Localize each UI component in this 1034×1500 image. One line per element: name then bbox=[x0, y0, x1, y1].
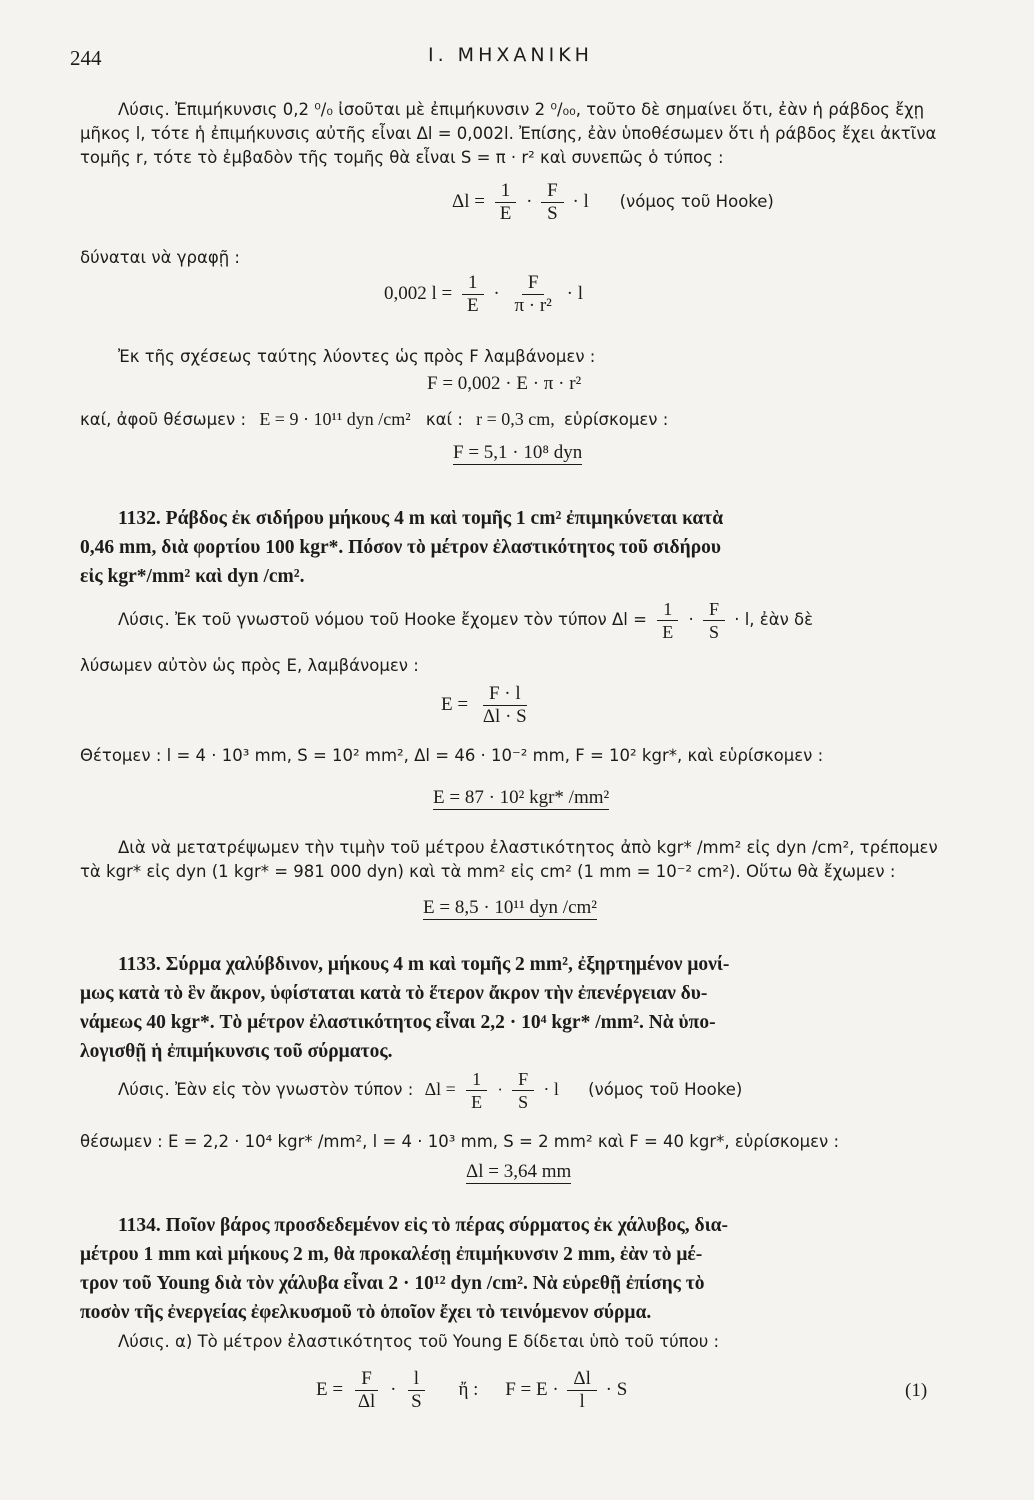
solution-line: τομῆς r, τότε τὸ ἐμβαδὸν τῆς τομῆς θὰ εἶναι S = π · r² καὶ συνεπῶς ὁ τύπος : bbox=[80, 148, 724, 167]
result: E = 87 · 10² kgr* /mm² bbox=[433, 787, 610, 808]
problem-statement: 0,46 mm, διὰ φορτίου 100 kgr*. Πόσον τὸ μέτρον ἐλαστικότητος τοῦ σιδήρου bbox=[80, 537, 722, 558]
solution-line: Διὰ νὰ μετατρέψωμεν τὴν τιμὴν τοῦ μέτρου ἐλαστικότητος ἀπὸ kgr* /mm² εἰς dyn /cm², τρέπομεν bbox=[118, 838, 938, 857]
solution-line: μῆκος l, τότε ἡ ἐπιμήκυνσις αὐτῆς εἶναι Δl = 0,002l. Ἐπίσης, ἐὰν ὑποθέσωμεν ὅτι ἡ ράβδος ἔχει ἀκτῖνα bbox=[80, 124, 937, 143]
problem-statement: 1133. Σύρμα χαλύβδινον, μήκους 4 m καὶ τομῆς 2 mm², ἐξηρτημένον μονί- bbox=[118, 954, 730, 975]
problem-statement: μως κατὰ τὸ ἓν ἄκρον, ὑφίσταται κατὰ τὸ ἕτερον ἄκρον τὴν ἐπενέργειαν δυ- bbox=[80, 983, 708, 1004]
hooke-equation: Δl = $\frac{1}{E}$ · $\frac{F}{S}$ · l (νόμος τοῦ Hooke) bbox=[452, 180, 774, 224]
equation-label: (1) bbox=[905, 1380, 928, 1401]
result: Δl = 3,64 mm bbox=[466, 1161, 572, 1182]
page-number: 244 bbox=[70, 46, 102, 70]
problem-statement: τρον τοῦ Young διὰ τὸν χάλυβα εἶναι 2 · 10¹² dyn /cm². Νὰ εὑρεθῇ ἐπίσης τὸ bbox=[80, 1273, 705, 1294]
text-line: Ἐκ τῆς σχέσεως ταύτης λύοντες ὡς πρὸς F λαμβάνομεν : bbox=[118, 347, 596, 366]
equation: E = $\frac{F \cdot l}{\Delta l \cdot S}$ bbox=[441, 683, 527, 727]
solution-line: Λύσις. Ἐπιμήκυνσις 0,2 ⁰/₀ ἰσοῦται μὲ ἐπιμήκυνσιν 2 ⁰/₀₀, τοῦτο δὲ σημαίνει ὅτι, ἐὰν ἡ ράβδος ἔχῃ bbox=[118, 100, 925, 119]
problem-statement: 1134. Ποῖον βάρος προσδεδεμένον εἰς τὸ πέρας σύρματος ἐκ χάλυβος, δια- bbox=[118, 1215, 729, 1236]
equation: 0,002 l = $\frac{1}{E}$ · $\frac{F}{\text{π · r²}}$ · l bbox=[384, 272, 583, 316]
young-modulus-equation: E = $\frac{F}{\Delta l}$ · $\frac{l}{S}$ ἤ : F = E · $\frac{\Delta l}{l}$ · S bbox=[316, 1368, 628, 1412]
text-line: δύναται νὰ γραφῇ : bbox=[80, 248, 240, 267]
problem-statement: 1132. Ράβδος ἐκ σιδήρου μήκους 4 m καὶ τομῆς 1 cm² ἐπιμηκύνεται κατὰ bbox=[118, 508, 724, 529]
solution-line: Θέτομεν : l = 4 · 10³ mm, S = 10² mm², Δl = 46 · 10⁻² mm, F = 10² kgr*, καὶ εὑρίσκομεν : bbox=[80, 746, 824, 765]
result: F = 5,1 · 10⁸ dyn bbox=[453, 442, 583, 463]
solution-line: θέσωμεν : E = 2,2 · 10⁴ kgr* /mm², l = 4 · 10³ mm, S = 2 mm² καὶ F = 40 kgr*, εὑρίσκομεν : bbox=[80, 1132, 840, 1151]
solution-line: Λύσις. Ἐὰν εἰς τὸν γνωστὸν τύπον : Δl = $\frac{1}{E}$ · $\frac{F}{S}$ · l (νόμος τοῦ Hooke) bbox=[118, 1069, 743, 1112]
solution-line: Λύσις. α) Τὸ μέτρον ἐλαστικότητος τοῦ Young E δίδεται ὑπὸ τοῦ τύπου : bbox=[118, 1332, 720, 1351]
problem-statement: λογισθῇ ἡ ἐπιμήκυνσις τοῦ σύρματος. bbox=[80, 1041, 393, 1062]
equation: F = 0,002 · E · π · r² bbox=[427, 373, 582, 394]
running-title: Ι. ΜΗΧΑΝΙΚΗ bbox=[428, 44, 593, 66]
problem-statement: νάμεως 40 kgr*. Τὸ μέτρον ἐλαστικότητος εἶναι 2,2 · 10⁴ kgr* /mm². Νὰ ὑπο- bbox=[80, 1012, 716, 1033]
solution-line: λύσωμεν αὐτὸν ὡς πρὸς E, λαμβάνομεν : bbox=[80, 656, 419, 675]
problem-statement: μέτρου 1 mm καὶ μήκους 2 m, θὰ προκαλέσῃ ἐπιμήκυνσιν 2 mm, ἐὰν τὸ μέ- bbox=[80, 1244, 703, 1265]
problem-statement: ποσὸν τῆς ἐνεργείας ἐφελκυσμοῦ τὸ ὁποῖον ἔχει τὸ τεινόμενον σύρμα. bbox=[80, 1302, 652, 1323]
result: E = 8,5 · 10¹¹ dyn /cm² bbox=[423, 897, 597, 918]
text-line: καί, ἀφοῦ θέσωμεν : E = 9 · 10¹¹ dyn /cm² καί : r = 0,3 cm, εὑρίσκομεν : bbox=[80, 409, 669, 429]
problem-statement: εἰς kgr*/mm² καὶ dyn /cm². bbox=[80, 566, 305, 587]
solution-line: τὰ kgr* εἰς dyn (1 kgr* = 981 000 dyn) καὶ τὰ mm² εἰς cm² (1 mm = 10⁻² cm²). Οὕτω θὰ ἔχωμεν : bbox=[80, 862, 896, 881]
solution-line: Λύσις. Ἐκ τοῦ γνωστοῦ νόμου τοῦ Hooke ἔχομεν τὸν τύπον Δl = $\frac{1}{E}$ · $\frac{F}{S}$ · l, ἐὰν δὲ bbox=[118, 599, 814, 642]
